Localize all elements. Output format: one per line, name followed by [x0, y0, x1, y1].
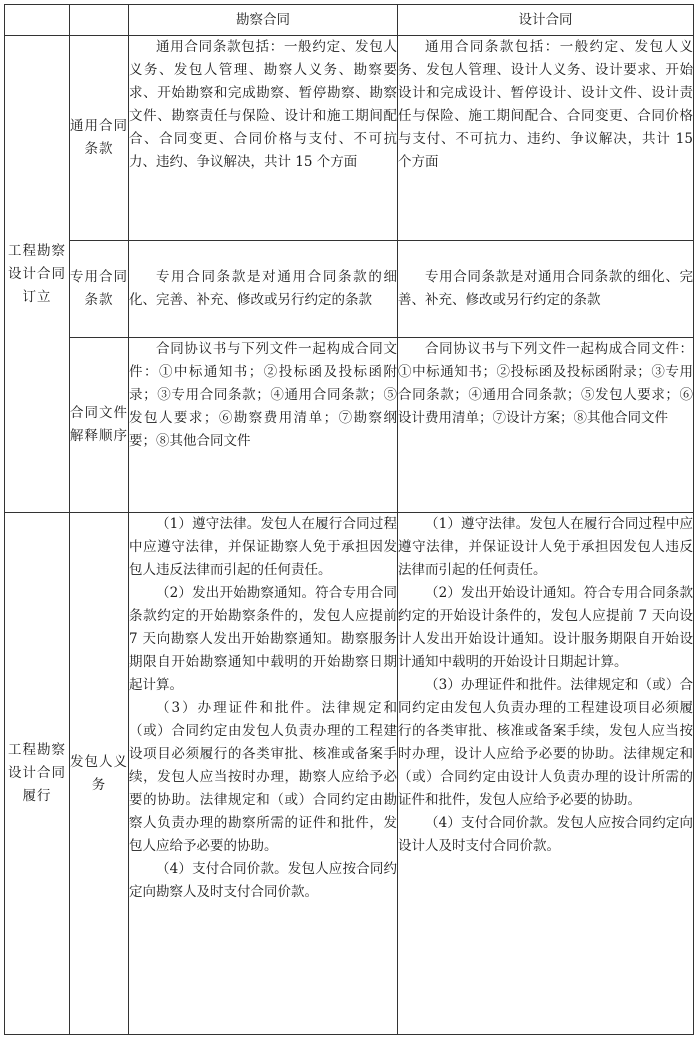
survey-special-terms — [129, 241, 398, 338]
paragraph: 合同协议书与下列文件一起构成合同文件：①中标通知书；②投标函及投标函附录；③专用合同条款；④通用合同条款；⑤发包人要求；⑥勘察费用清单；⑦勘察纲要；⑧其他合同文件 — [129, 341, 397, 449]
design-employer-obligations — [398, 513, 694, 1035]
row-label-document-order: 合同文件解释顺序 — [70, 338, 129, 513]
paragraph: 通用合同条款包括：一般约定、发包人义务、发包人管理、设计人义务、设计要求、开始设计和完成设计、暂停设计、设计文件、设计责任与保险、施工期间配合、合同变更、合同价格与支付、不可抗力、违约、争议解决，共计 15 个方面 — [398, 39, 693, 170]
survey-general-terms — [129, 36, 398, 241]
table-row-employer-obligations — [5, 513, 694, 1035]
paragraph: （3）办理证件和批件。法律规定和（或）合同约定由发包人负责办理的工程建设项目必须履行的各类审批、核准或备案手续，发包人应当按时办理，勘察人应给予必要的协助。法律规定和（或）合同约定由勘察人负责办理的勘察所需的证件和批件，发包人应给予必要的协助。 — [129, 700, 397, 854]
paragraph: （1）遵守法律。发包人在履行合同过程中应遵守法律，并保证勘察人免于承担因发包人违反法律而引起的任何责任。 — [129, 516, 397, 578]
paragraph: 专用合同条款是对通用合同条款的细化、完善、补充、修改或另行约定的条款 — [129, 269, 397, 308]
header-design-contract: 设计合同 — [398, 5, 694, 36]
category-contract-performance: 工程勘察设计合同履行 — [5, 513, 70, 1035]
row-label-employer-obligations: 发包人义务 — [70, 513, 129, 1035]
header-corner-cell-2 — [70, 5, 129, 36]
paragraph: 通用合同条款包括：一般约定、发包人义务、发包人管理、勘察人义务、勘察要求、开始勘察和完成勘察、暂停勘察、勘察文件、勘察责任与保险、设计和施工期间配合、合同变更、合同价格与支付、不可抗力、违约、争议解决，共计 15 个方面 — [129, 39, 397, 170]
design-special-terms — [398, 241, 694, 338]
header-survey-contract: 勘察合同 — [129, 5, 398, 36]
paragraph: （1）遵守法律。发包人在履行合同过程中应遵守法律，并保证设计人免于承担因发包人违反法律而引起的任何责任。 — [398, 516, 693, 578]
design-general-terms — [398, 36, 694, 241]
design-document-order — [398, 338, 694, 513]
table-row-general-terms — [5, 36, 694, 241]
paragraph: 专用合同条款是对通用合同条款的细化、完善、补充、修改或另行约定的条款 — [398, 269, 693, 308]
paragraph: （2）发出开始设计通知。符合专用合同条款约定的开始设计条件的，发包人应提前 7 天向设计人发出开始设计通知。设计服务期限自开始设计通知中载明的开始设计日期起计算。 — [398, 585, 693, 670]
row-label-special-terms: 专用合同条款 — [70, 241, 129, 338]
survey-document-order — [129, 338, 398, 513]
header-corner-cell — [5, 5, 70, 36]
row-label-general-terms: 通用合同条款 — [70, 36, 129, 241]
header-row — [5, 5, 694, 36]
survey-employer-obligations — [129, 513, 398, 1035]
paragraph: 合同协议书与下列文件一起构成合同文件：①中标通知书；②投标函及投标函附录；③专用合同条款；④通用合同条款；⑤发包人要求；⑥设计费用清单；⑦设计方案；⑧其他合同文件 — [398, 341, 693, 426]
paragraph: （4）支付合同价款。发包人应按合同约定向设计人及时支付合同价款。 — [398, 815, 693, 854]
category-contract-formation: 工程勘察设计合同订立 — [5, 36, 70, 513]
contract-comparison-table — [4, 4, 694, 1035]
paragraph: （3）办理证件和批件。法律规定和（或）合同约定由发包人负责办理的工程建设项目必须履行的各类审批、核准或备案手续，发包人应当按时办理，设计人应给予必要的协助。法律规定和（或）合同约定由设计人负责办理的设计所需的证件和批件，发包人应给予必要的协助。 — [398, 677, 693, 808]
table-row-document-order — [5, 338, 694, 513]
paragraph: （4）支付合同价款。发包人应按合同约定向勘察人及时支付合同价款。 — [129, 861, 397, 900]
paragraph: （2）发出开始勘察通知。符合专用合同条款约定的开始勘察条件的，发包人应提前 7 天向勘察人发出开始勘察通知。勘察服务期限自开始勘察通知中载明的开始勘察日期起计算。 — [129, 585, 397, 693]
table-row-special-terms — [5, 241, 694, 338]
